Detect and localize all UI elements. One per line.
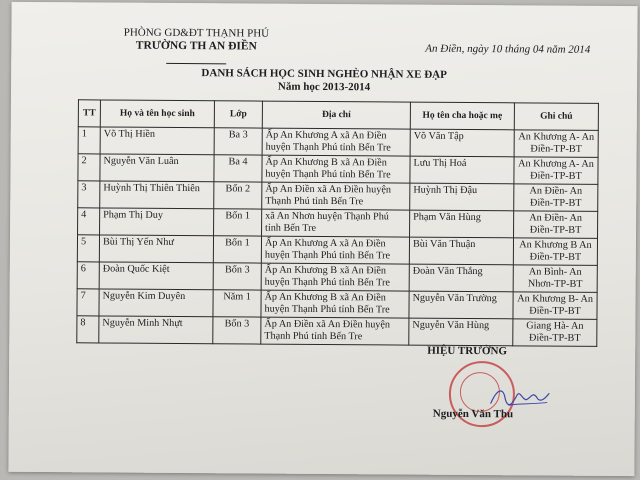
- document-page: [8, 2, 637, 476]
- cell-class: Ba 3: [214, 128, 262, 155]
- cell-student-name: Võ Thị Hiền: [100, 127, 214, 155]
- cell-class: Bốn 3: [213, 317, 261, 344]
- column-header-parent: Họ tên cha hoặc mẹ: [410, 102, 514, 130]
- column-header-student-name: Họ và tên học sinh: [100, 100, 214, 128]
- cell-class: Năm 1: [213, 290, 261, 317]
- column-header-note: Ghi chú: [514, 103, 598, 131]
- principal-title: HIỆU TRƯỞNG: [427, 344, 508, 358]
- cell-student-name: Huỳnh Thị Thiên Thiên: [100, 181, 214, 209]
- cell-note: An Khương B An Điền-TP-BT: [513, 238, 597, 266]
- cell-note: An Bình- An Nhơn-TP-BT: [513, 265, 597, 293]
- column-header-class: Lớp: [214, 101, 262, 128]
- school-year: Năm học 2013-2014: [277, 80, 371, 94]
- cell-class: Bốn 2: [214, 182, 262, 209]
- cell-address: Ấp An Điền xã An Điền huyện Thạnh Phú tỉnh Bến Tre: [261, 317, 409, 345]
- cell-parent: Huỳnh Thị Đậu: [410, 183, 514, 211]
- cell-note: An Điền- An Điền-TP-BT: [514, 211, 598, 239]
- date-line: An Điền, ngày 10 tháng 04 năm 2014: [425, 42, 591, 56]
- cell-tt: 3: [78, 181, 100, 208]
- cell-tt: 7: [77, 289, 99, 316]
- cell-class: Bốn 1: [214, 209, 262, 236]
- cell-note: An Điền- An Điền-TP-BT: [514, 184, 598, 212]
- table-row: [77, 316, 597, 347]
- cell-class: Ba 4: [214, 155, 262, 182]
- student-table: [76, 99, 599, 347]
- cell-tt: 6: [77, 262, 99, 289]
- cell-note: An Khương B- An Điền-TP-BT: [513, 292, 597, 320]
- table-row: [78, 154, 598, 185]
- table-row: [77, 289, 597, 320]
- cell-student-name: Đoàn Quốc Kiệt: [99, 262, 213, 290]
- cell-tt: 5: [77, 235, 99, 262]
- table-row: [77, 262, 597, 293]
- school-name: TRƯỜNG TH AN ĐIỀN: [135, 39, 257, 53]
- cell-parent: Võ Văn Tập: [410, 129, 514, 157]
- cell-tt: 1: [78, 127, 100, 154]
- table-row: [78, 127, 598, 158]
- cell-parent: Lưu Thị Hoá: [410, 156, 514, 184]
- table-row: [78, 208, 598, 239]
- cell-address: xã An Nhơn huyện Thạnh Phú tỉnh Bến Tre: [262, 209, 410, 237]
- document-title: DANH SÁCH HỌC SINH NGHÈO NHẬN XE ĐẠP: [201, 67, 447, 81]
- cell-parent: Bùi Văn Thuận: [409, 237, 513, 265]
- cell-note: An Khương A- An Điền-TP-BT: [514, 130, 598, 158]
- cell-address: Ấp An Điền xã An Điền huyện Thạnh Phú tỉnh Bến Tre: [262, 182, 410, 210]
- cell-address: Ấp An Khương B xã An Điền huyện Thạnh Phú tỉnh Bến Tre: [262, 155, 410, 183]
- column-header-tt: TT: [78, 100, 100, 127]
- table-row: [77, 235, 597, 266]
- column-header-address: Địa chỉ: [262, 101, 410, 129]
- cell-class: Bốn 3: [213, 263, 261, 290]
- cell-parent: Nguyễn Văn Trường: [409, 291, 513, 319]
- cell-student-name: Nguyễn Kim Duyên: [99, 289, 213, 317]
- header-underline: [166, 63, 226, 64]
- cell-tt: 2: [78, 154, 100, 181]
- cell-address: Ấp An Khương A xã An Điền huyện Thạnh Phú tỉnh Bến Tre: [261, 236, 409, 264]
- table-row: [78, 181, 598, 212]
- cell-note: An Khương A- An Điền-TP-BT: [514, 157, 598, 185]
- cell-parent: Phạm Văn Hùng: [410, 210, 514, 238]
- cell-address: Ấp An Khương B xã An Điền huyện Thạnh Phú tỉnh Bến Tre: [261, 290, 409, 318]
- cell-parent: Đoàn Văn Thắng: [409, 264, 513, 292]
- department-name: PHÒNG GD&ĐT THẠNH PHÚ: [123, 26, 270, 40]
- cell-student-name: Nguyễn Văn Luân: [100, 154, 214, 182]
- cell-tt: 4: [78, 208, 100, 235]
- cell-address: Ấp An Khương A xã An Điền huyện Thạnh Phú tỉnh Bến Tre: [262, 128, 410, 156]
- cell-note: Giang Hà- An Điền-TP-BT: [513, 319, 597, 347]
- signer-name: Nguyễn Văn Thu: [432, 407, 514, 421]
- table-header-row: [78, 100, 598, 131]
- organization-header: [116, 27, 276, 67]
- cell-student-name: Bùi Thị Yến Như: [99, 235, 213, 263]
- cell-address: Ấp An Khương B xã An Điền huyện Thạnh Phú tỉnh Bến Tre: [261, 263, 409, 291]
- cell-parent: Nguyễn Văn Hùng: [409, 318, 513, 346]
- cell-class: Bốn 1: [213, 236, 261, 263]
- cell-student-name: Nguyễn Minh Nhựt: [99, 316, 213, 344]
- cell-tt: 8: [77, 316, 99, 343]
- cell-student-name: Phạm Thị Duy: [100, 208, 214, 236]
